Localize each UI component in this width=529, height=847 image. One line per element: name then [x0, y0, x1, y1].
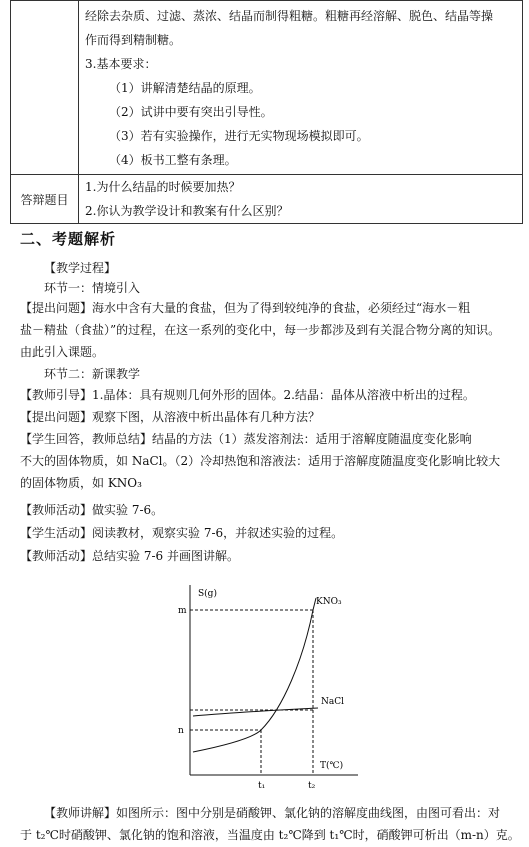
- body-line: 环节一：情境引入: [44, 281, 141, 295]
- y-axis-label: S(g): [198, 589, 217, 599]
- table-row: [11, 1, 523, 175]
- defense-label: 答辩题目: [11, 175, 79, 224]
- body-line: 【教师活动】总结实验 7-6 并画图讲解。: [20, 549, 239, 563]
- question-line: 2.你认为教学设计和教案有什么区别？: [85, 204, 289, 218]
- section-title: 二、考题解析: [20, 230, 117, 248]
- requirement-line: （2）试讲中要有突出引导性。: [109, 105, 273, 119]
- body-line: 由此引入课题。: [20, 345, 105, 359]
- footer-line: 【教师讲解】如图所示：图中分别是硝酸钾、氯化钠的溶解度曲线图，由图可看出：对: [44, 806, 501, 820]
- body-line: 的固体物质，如 KNO₃: [20, 476, 142, 490]
- body-line: 【教学过程】: [44, 261, 117, 275]
- body-line: 【提出问题】海水中含有大量的食盐，但为了得到较纯净的食盐，必须经过“海水－粗: [20, 301, 471, 315]
- x-axis-label: T(℃): [320, 761, 344, 771]
- question-line: 1.为什么结晶的时候要加热？: [85, 180, 241, 194]
- y-tick-m: m: [178, 606, 187, 616]
- table-label-empty: [11, 1, 79, 175]
- series-label-nacl: NaCl: [321, 697, 345, 707]
- x-tick-t1: t₁: [258, 781, 266, 791]
- x-tick-t2: t₂: [308, 781, 316, 791]
- requirement-line: 作而得到精制糖。: [85, 33, 182, 47]
- y-tick-n: n: [178, 726, 184, 736]
- requirement-line: （4）板书工整有条理。: [109, 153, 237, 167]
- body-line: 【提出问题】观察下图，从溶液中析出晶体有几种方法？: [20, 410, 321, 424]
- solubility-chart: [168, 580, 368, 800]
- table-row: [11, 175, 523, 224]
- body-line: 【学生活动】阅读教材，观察实验 7-6，并叙述实验的过程。: [20, 526, 344, 540]
- body-line: 【教师引导】1.晶体：具有规则几何外形的固体。2.结晶：晶体从溶液中析出的过程。: [20, 388, 475, 402]
- requirement-line: （3）若有实验操作，进行无实物现场模拟即可。: [109, 129, 369, 143]
- requirements-cell: [79, 1, 523, 175]
- requirement-line: 3.基本要求：: [85, 57, 157, 71]
- body-line: 【教师活动】做实验 7-6。: [20, 503, 164, 517]
- body-line: 环节二：新课教学: [44, 367, 141, 381]
- series-label-kno3: KNO₃: [316, 597, 342, 607]
- series-line-nacl: [193, 708, 318, 716]
- requirement-line: （1）讲解清楚结晶的原理。: [109, 81, 261, 95]
- body-line: 不大的固体物质，如 NaCl。（2）冷却热饱和溶液法：适用于溶解度随温度变化影响比较大: [20, 454, 501, 468]
- series-line-kno3: [193, 598, 316, 752]
- requirement-line: 经除去杂质、过滤、蒸浓、结晶而制得粗糖。粗糖再经溶解、脱色、结晶等操: [85, 9, 494, 23]
- body-line: 盐－精盐（食盐）”的过程，在这一系列的变化中，每一步都涉及到有关混合物分离的知识。: [20, 323, 501, 337]
- defense-questions-cell: [79, 175, 523, 224]
- footer-line: 于 t₂℃时硝酸钾、氯化钠的饱和溶液，当温度由 t₂℃降到 t₁℃时，硝酸钾可析出（m-n）克。: [20, 828, 520, 842]
- exam-table: [10, 0, 523, 224]
- body-line: 【学生回答，教师总结】结晶的方法（1）蒸发溶剂法：适用于溶解度随温度变化影响: [20, 432, 472, 446]
